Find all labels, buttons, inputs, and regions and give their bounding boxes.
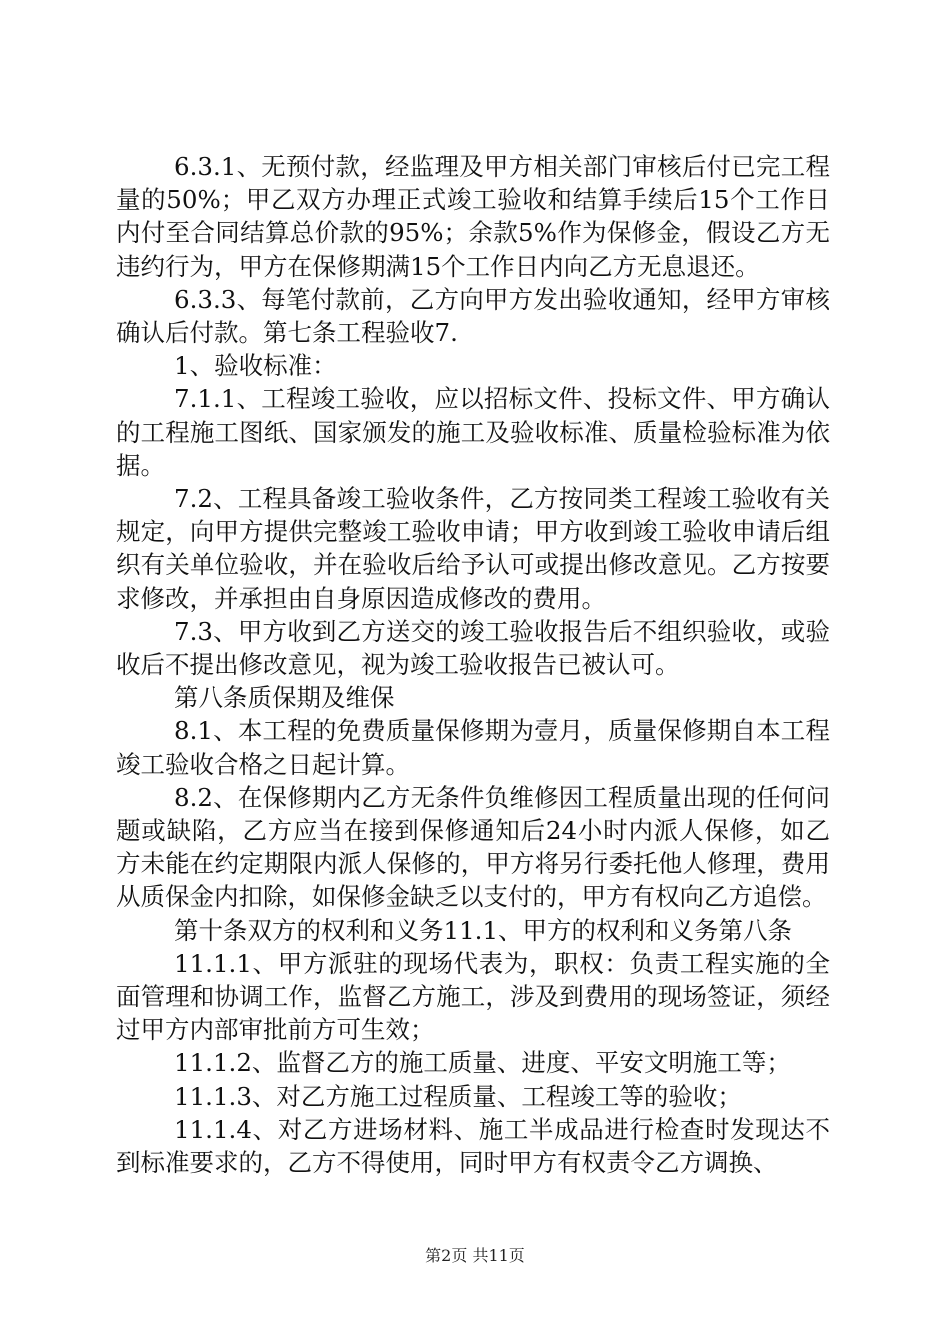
- paragraph-6-3-3: 6.3.3、每笔付款前，乙方向甲方发出验收通知，经甲方审核确认后付款。第七条工程验收7.: [116, 284, 830, 348]
- paragraph-11-1-2: 11.1.2、监督乙方的施工质量、进度、平安文明施工等；: [174, 1048, 791, 1078]
- paragraph-11-1-4: 11.1.4、对乙方进场材料、施工半成品进行检查时发现达不到标准要求的，乙方不得使用，同时甲方有权责令乙方调换、: [116, 1114, 830, 1178]
- paragraph-8-1: 8.1、本工程的免费质量保修期为壹月，质量保修期自本工程竣工验收合格之日起计算。: [116, 716, 830, 779]
- paragraph-8-2: 8.2、在保修期内乙方无条件负维修因工程质量出现的任何问题或缺陷，乙方应当在接到保修通知后24小时内派人保修，如乙方未能在约定期限内派人保修的，甲方将另行委托他人修理，费用从质保金内扣除，如保修金缺乏以支付的，甲方有权向乙方追偿。: [116, 782, 830, 912]
- paragraph-11-1-1: 11.1.1、甲方派驻的现场代表为，职权：负责工程实施的全面管理和协调工作，监督乙方施工，涉及到费用的现场签证，须经过甲方内部审批前方可生效；: [116, 948, 830, 1045]
- paragraph-7-3: 7.3、甲方收到乙方送交的竣工验收报告后不组织验收，或验收后不提出修改意见，视为竣工验收报告已被认可。: [116, 616, 830, 680]
- section-heading-article-10: 第十条双方的权利和义务11.1、甲方的权利和义务第八条: [174, 915, 793, 945]
- paragraph-11-1-3: 11.1.3、对乙方施工过程质量、工程竣工等的验收；: [174, 1081, 742, 1111]
- paragraph-acceptance-standard: 1、验收标准：: [174, 351, 337, 381]
- document-body: [116, 150, 830, 1179]
- section-heading-article-8: 第八条质保期及维保: [174, 683, 395, 713]
- paragraph-7-2: 7.2、工程具备竣工验收条件，乙方按同类工程竣工验收有关规定，向甲方提供完整竣工验收申请；甲方收到竣工验收申请后组织有关单位验收，并在验收后给予认可或提出修改意见。乙方按要求修改，并承担由自身原因造成修改的费用。: [116, 484, 830, 613]
- paragraph-6-3-1: 6.3.1、无预付款，经监理及甲方相关部门审核后付已完工程量的50%；甲乙双方办理正式竣工验收和结算手续后15个工作日内付至合同结算总价款的95%；余款5%作为保修金，假设乙方无违约行为，甲方在保修期满15个工作日内向乙方无息退还。: [116, 152, 830, 281]
- paragraph-7-1-1: 7.1.1、工程竣工验收，应以招标文件、投标文件、甲方确认的工程施工图纸、国家颁发的施工及验收标准、质量检验标准为依据。: [116, 384, 830, 480]
- page-number-footer: 第2页 共11页: [425, 1246, 525, 1265]
